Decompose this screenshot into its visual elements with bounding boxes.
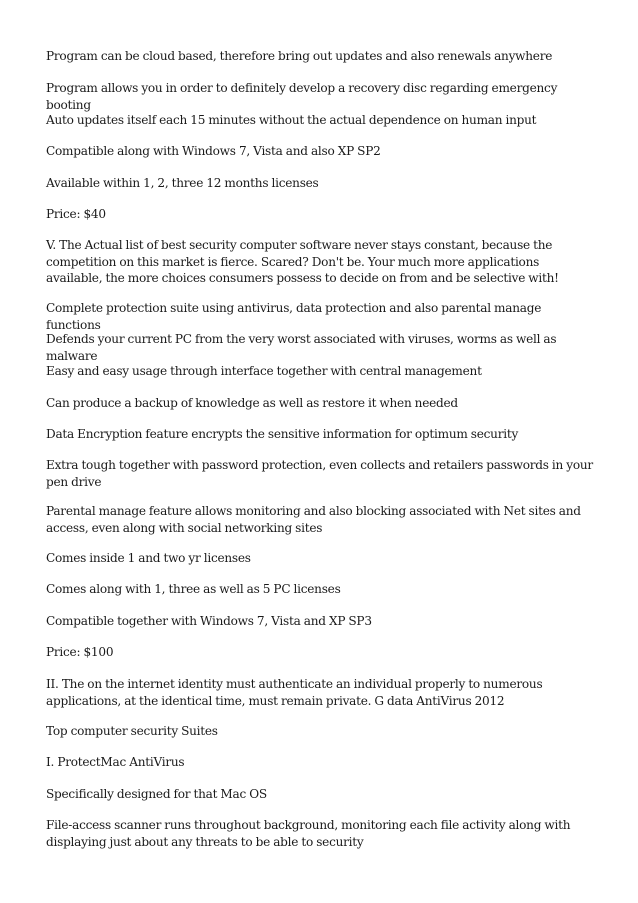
paragraph: Comes along with 1, three as well as 5 PC licenses bbox=[46, 582, 341, 596]
paragraph: Available within 1, 2, three 12 months licenses bbox=[46, 176, 319, 190]
paragraph: II. The on the internet identity must authenticate an individual properly to numerous applications, at the identical time, must remain private. G data AntiVirus 2012 bbox=[46, 677, 543, 708]
paragraph: V. The Actual list of best security computer software never stays constant, because the competition on this market is fierce. Scared? Don't be. Your much more applications available, the more choices consumers possess to decide on from and be selective with! bbox=[46, 238, 559, 285]
price-paragraph: Price: $40 bbox=[46, 207, 106, 221]
paragraph: Auto updates itself each 15 minutes without the actual dependence on human input bbox=[46, 113, 537, 127]
paragraph: Extra tough together with password protection, even collects and retailers passwords in your pen drive bbox=[46, 458, 593, 489]
section-heading: Top computer security Suites bbox=[46, 724, 218, 738]
paragraph: Parental manage feature allows monitoring and also blocking associated with Net sites and access, even along with social networking sites bbox=[46, 504, 581, 535]
paragraph: Defends your current PC from the very worst associated with viruses, worms as well as malware bbox=[46, 332, 557, 363]
paragraph: Program allows you in order to definitely develop a recovery disc regarding emergency booting bbox=[46, 81, 558, 112]
paragraph: Data Encryption feature encrypts the sensitive information for optimum security bbox=[46, 427, 519, 441]
price-paragraph: Price: $100 bbox=[46, 645, 114, 659]
product-heading: I. ProtectMac AntiVirus bbox=[46, 755, 185, 769]
paragraph: Compatible together with Windows 7, Vista and XP SP3 bbox=[46, 614, 372, 628]
paragraph: File-access scanner runs throughout background, monitoring each file activity along with displaying just about any threats to be able to security bbox=[46, 818, 571, 849]
paragraph: Comes inside 1 and two yr licenses bbox=[46, 551, 251, 565]
paragraph: Specifically designed for that Mac OS bbox=[46, 787, 267, 801]
paragraph: Program can be cloud based, therefore bring out updates and also renewals anywhere bbox=[46, 49, 553, 63]
paragraph: Compatible along with Windows 7, Vista and also XP SP2 bbox=[46, 144, 381, 158]
paragraph: Can produce a backup of knowledge as well as restore it when needed bbox=[46, 396, 458, 410]
paragraph: Easy and easy usage through interface together with central management bbox=[46, 364, 482, 378]
paragraph: Complete protection suite using antivirus, data protection and also parental manage functions bbox=[46, 301, 542, 332]
